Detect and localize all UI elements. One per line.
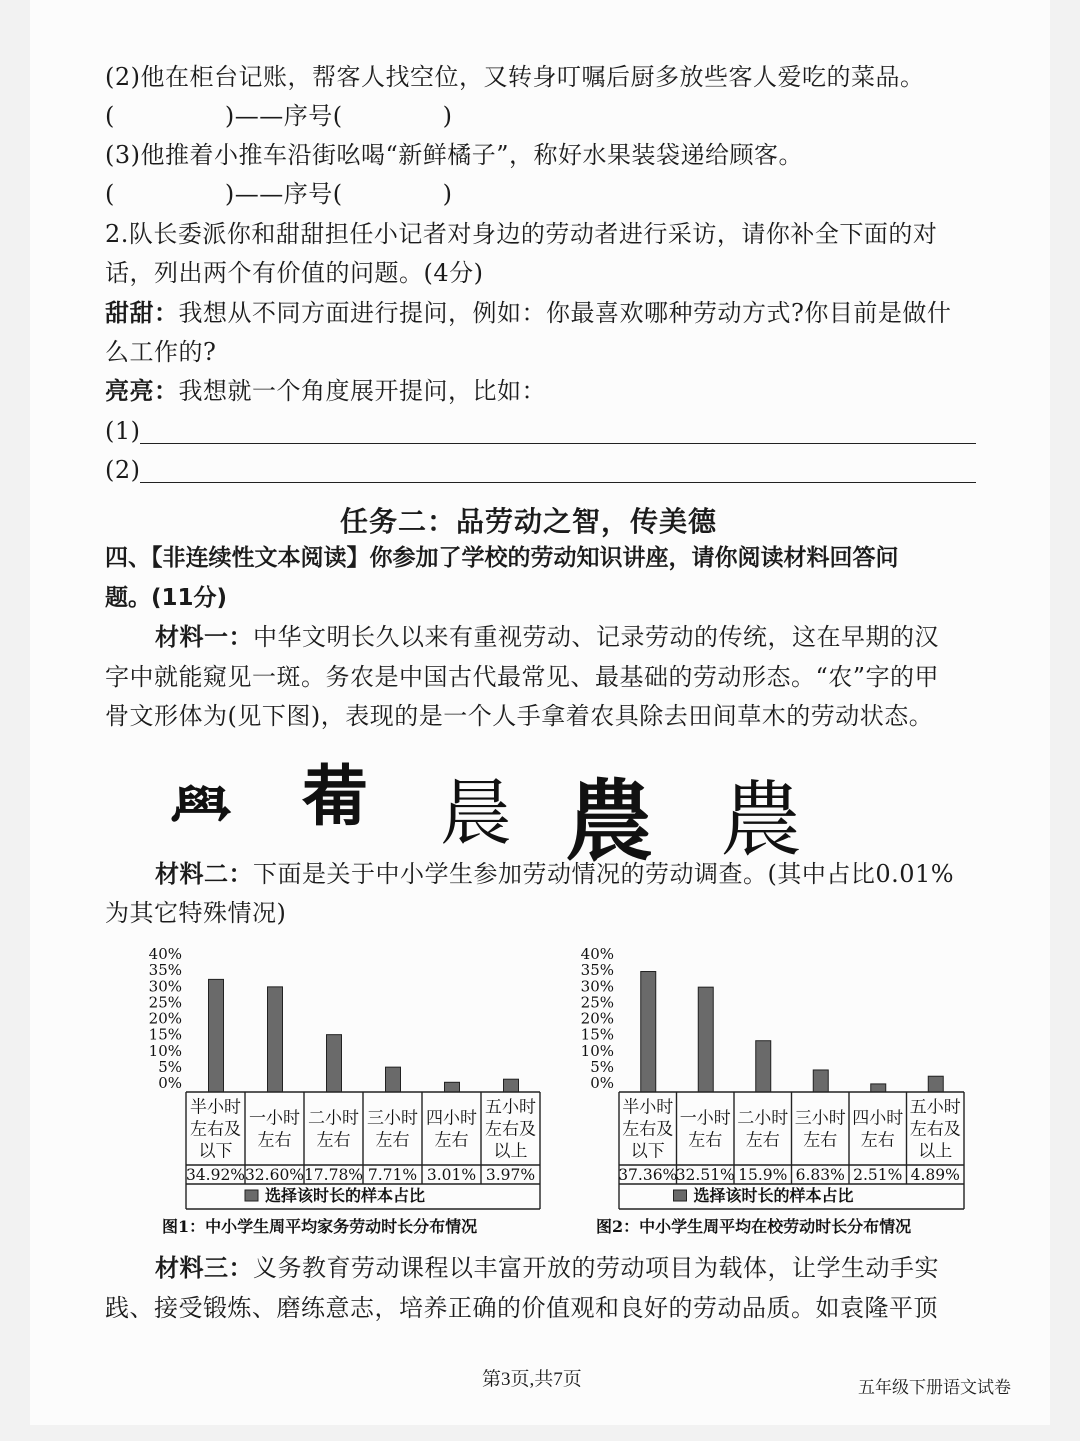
category-label-line: 左右 — [745, 1130, 780, 1151]
legend-label: 选择该时长的样本占比 — [693, 1186, 854, 1205]
y-tick-label: 35% — [148, 961, 182, 980]
y-tick-label: 5% — [158, 1057, 182, 1076]
category-label-line: 半小时 — [622, 1097, 674, 1118]
answer-paren-close: ) — [442, 102, 453, 130]
y-tick-label: 15% — [580, 1025, 614, 1044]
page-number: 第3页,共7页 — [482, 1369, 582, 1390]
data-label: 15.9% — [738, 1166, 788, 1184]
y-tick-label: 10% — [580, 1041, 614, 1060]
material1-label: 材料一： — [155, 622, 253, 651]
y-tick-label: 30% — [148, 977, 182, 996]
category-label-line: 二小时 — [737, 1108, 789, 1129]
category-label — [737, 1109, 788, 1151]
category-label — [485, 1098, 536, 1162]
material2-text: 下面是关于中小学生参加劳动情况的劳动调查。(其中占比0.01% — [253, 860, 955, 888]
material1-line2: 字中就能窥见一斑。务农是中国古代最常见、最基础的劳动形态。“农”字的甲 — [105, 663, 940, 691]
category-label-line: 五小时 — [909, 1097, 961, 1118]
exam-title: 五年级下册语文试卷 — [858, 1378, 1011, 1397]
chart-school-labor — [550, 930, 1010, 1242]
bar — [813, 1070, 828, 1092]
material2-line1 — [155, 859, 954, 889]
category-label-line: 四小时 — [852, 1108, 904, 1129]
answer-sequence-label: )——序号( — [224, 102, 343, 130]
y-tick-label: 0% — [590, 1074, 614, 1092]
liangliang-line — [105, 376, 546, 406]
answer-line-1[interactable] — [140, 443, 976, 444]
category-label-line: 左右 — [316, 1130, 351, 1151]
category-label-line: 左右 — [860, 1130, 895, 1151]
y-tick-label: 15% — [148, 1025, 182, 1044]
category-label-line: 左右及 — [485, 1119, 536, 1140]
tiantian-line1 — [105, 298, 951, 328]
category-label-line: 一小时 — [249, 1108, 300, 1129]
section4-line1: 四、【非连续性文本阅读】你参加了学校的劳动知识讲座，请你阅读材料回答问 — [105, 545, 899, 571]
material2-label: 材料二： — [155, 859, 253, 888]
category-label — [426, 1109, 477, 1151]
category-label-line: 左右 — [375, 1130, 410, 1151]
y-tick-label: 40% — [148, 945, 182, 963]
category-label-line: 以下 — [630, 1141, 665, 1162]
material1-text: 中华文明长久以来有重视劳动、记录劳动的传统，这在早期的汉 — [253, 623, 939, 651]
category-label — [852, 1109, 903, 1151]
y-tick-label: 10% — [148, 1041, 182, 1060]
category-label — [622, 1098, 673, 1162]
q2-prompt-line1: 2.队长委派你和甜甜担任小记者对身边的劳动者进行采访，请你补全下面的对 — [105, 220, 938, 248]
answer-sequence-label: )——序号( — [224, 180, 343, 208]
material1-line1 — [155, 622, 939, 652]
data-label: 32.51% — [675, 1166, 735, 1184]
tiantian-line2: 么工作的? — [105, 338, 217, 366]
material2-line2: 为其它特殊情况) — [105, 899, 287, 927]
data-label: 17.78% — [303, 1166, 364, 1184]
regular-glyph: 農 — [720, 773, 803, 868]
bar — [445, 1082, 460, 1092]
q1-item-3-answer — [105, 179, 452, 209]
y-tick-label: 20% — [148, 1009, 182, 1028]
category-label-line: 以下 — [198, 1141, 233, 1162]
q1-item-2-answer — [105, 101, 452, 131]
answer-paren-open: ( — [105, 102, 115, 130]
data-label: 3.97% — [485, 1166, 536, 1184]
q2-prompt-line2: 话，列出两个有价值的问题。(4分) — [105, 259, 484, 287]
category-label-line: 左右 — [688, 1130, 723, 1151]
data-label: 4.89% — [910, 1166, 960, 1184]
legend-label: 选择该时长的样本占比 — [265, 1186, 426, 1205]
bar — [871, 1084, 886, 1092]
category-label-line: 三小时 — [794, 1108, 846, 1129]
y-tick-label: 20% — [580, 1009, 614, 1028]
bar — [386, 1067, 401, 1092]
bar — [756, 1041, 771, 1092]
data-label: 7.71% — [367, 1166, 418, 1184]
category-label — [308, 1109, 359, 1151]
legend-swatch — [674, 1190, 687, 1201]
liangliang-name: 亮亮： — [105, 376, 179, 405]
answer-line-2[interactable] — [140, 482, 976, 483]
category-label — [249, 1109, 300, 1151]
material1-line3: 骨文形体为(见下图)，表现的是一个人手拿着农具除去田间草木的劳动状态。 — [105, 702, 934, 730]
material3-text: 义务教育劳动课程以丰富开放的劳动项目为载体，让学生动手实 — [253, 1254, 939, 1282]
category-label-line: 五小时 — [485, 1097, 536, 1118]
chart-household-labor — [100, 930, 555, 1242]
chart-caption: 图1：中小学生周平均家务劳动时长分布情况 — [162, 1217, 478, 1236]
category-label — [910, 1098, 961, 1162]
category-label-line: 左右及 — [909, 1119, 961, 1140]
material3-line1 — [155, 1253, 939, 1283]
category-label — [367, 1109, 418, 1151]
category-label-line: 左右 — [434, 1130, 469, 1151]
seal-glyph: 晨 — [440, 771, 513, 855]
q1-item-2: (2)他在柜台记账，帮客人找空位，又转身叮嘱后厨多放些客人爱吃的菜品。 — [105, 63, 925, 91]
data-label: 3.01% — [426, 1166, 477, 1184]
category-label-line: 左右 — [257, 1130, 292, 1151]
y-tick-label: 40% — [580, 945, 614, 963]
category-label — [190, 1098, 241, 1162]
legend-swatch — [245, 1190, 258, 1201]
y-tick-label: 5% — [590, 1057, 614, 1076]
bar — [327, 1035, 342, 1092]
y-tick-label: 35% — [580, 961, 614, 980]
clerical-glyph: 農 — [565, 769, 654, 873]
tiantian-name: 甜甜： — [105, 298, 179, 327]
answer-paren-close: ) — [442, 180, 453, 208]
task2-title: 任务二：品劳动之智，传美德 — [340, 505, 718, 538]
category-label-line: 二小时 — [308, 1108, 359, 1129]
category-label — [680, 1109, 731, 1151]
category-label-line: 半小时 — [190, 1097, 241, 1118]
data-label: 32.60% — [244, 1166, 305, 1184]
y-tick-label: 30% — [580, 977, 614, 996]
blank2-label: (2) — [105, 456, 141, 484]
category-label-line: 一小时 — [679, 1108, 731, 1129]
y-tick-label: 25% — [148, 993, 182, 1012]
data-label: 2.51% — [853, 1166, 903, 1184]
data-label: 6.83% — [795, 1166, 845, 1184]
category-label — [795, 1109, 846, 1151]
bar — [641, 972, 656, 1092]
exam-page — [30, 0, 1050, 1425]
category-label-line: 左右及 — [190, 1119, 241, 1140]
section4-line2: 题。(11分) — [105, 585, 228, 611]
category-label-line: 四小时 — [426, 1108, 477, 1129]
liangliang-text: 我想就一个角度展开提问，比如： — [178, 377, 546, 405]
bar — [209, 979, 224, 1092]
blank1-label: (1) — [105, 417, 141, 445]
bar — [504, 1079, 519, 1092]
tiantian-text: 我想从不同方面进行提问，例如：你最喜欢哪种劳动方式?你目前是做什 — [178, 299, 952, 327]
category-label-line: 以上 — [493, 1141, 528, 1162]
bar — [928, 1076, 943, 1092]
category-label-line: 三小时 — [367, 1108, 418, 1129]
bar — [268, 987, 283, 1092]
category-label-line: 左右 — [803, 1130, 838, 1151]
category-label-line: 左右及 — [622, 1119, 674, 1140]
bronze-glyph: 𤰇 — [302, 757, 368, 835]
y-tick-label: 0% — [158, 1074, 182, 1092]
material3-label: 材料三： — [155, 1253, 253, 1282]
chart-caption: 图2：中小学生周平均在校劳动时长分布情况 — [596, 1217, 912, 1236]
oracle-bone-glyph: 𦥯 — [170, 768, 233, 841]
answer-paren-open: ( — [105, 180, 115, 208]
material3-line2: 践、接受锻炼、磨练意志，培养正确的价值观和良好的劳动品质。如袁隆平顶 — [105, 1294, 938, 1322]
y-tick-label: 25% — [580, 993, 614, 1012]
category-label-line: 以上 — [918, 1141, 953, 1162]
data-label: 37.36% — [618, 1166, 678, 1184]
q1-item-3: (3)他推着小推车沿街吆喝“新鲜橘子”，称好水果装袋递给顾客。 — [105, 141, 804, 169]
bar — [698, 987, 713, 1092]
data-label: 34.92% — [185, 1166, 246, 1184]
